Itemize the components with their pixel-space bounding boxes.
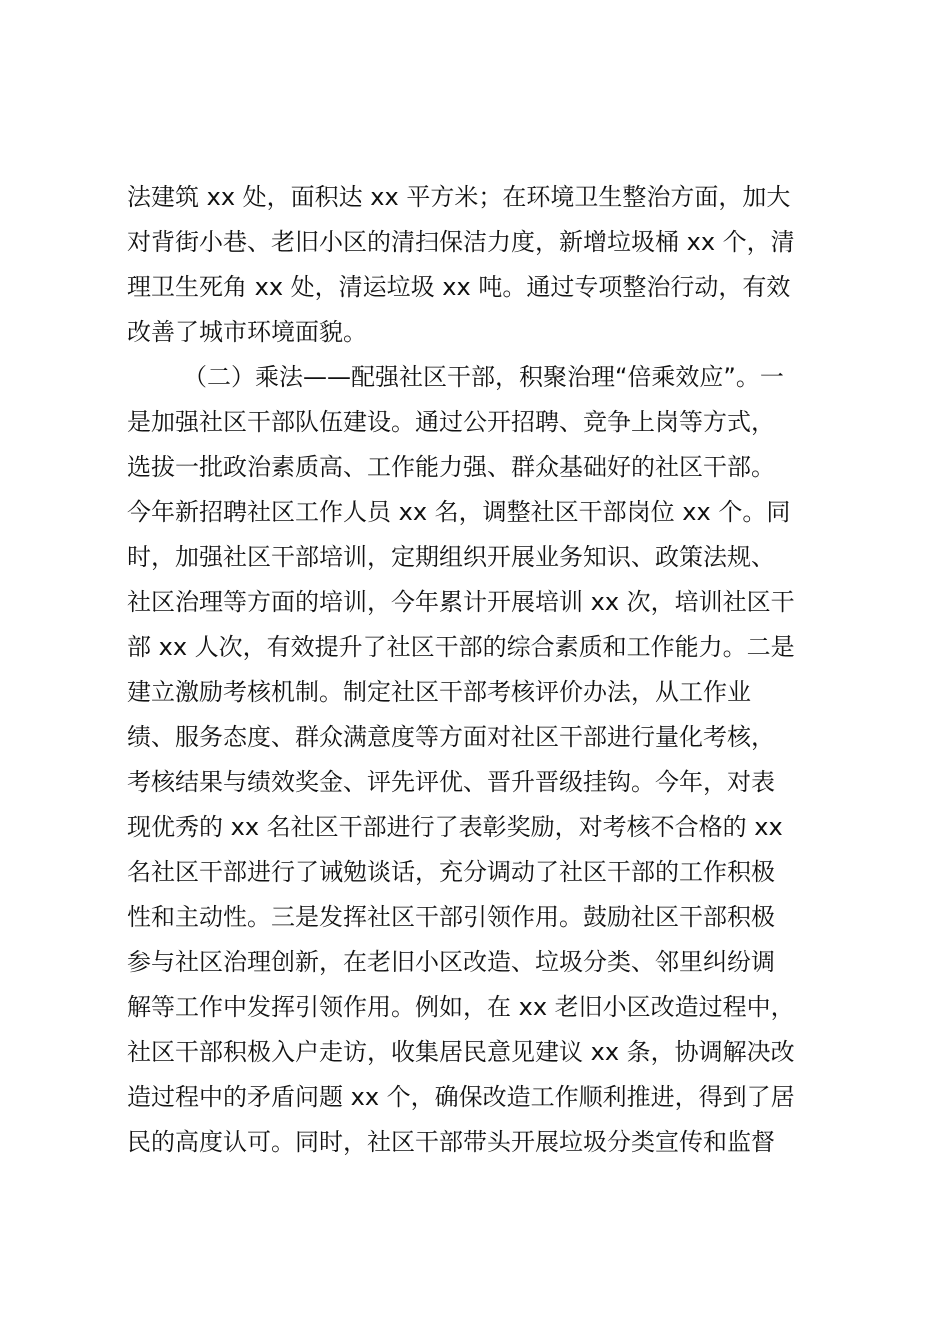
text-line: 参与社区治理创新，在老旧小区改造、垃圾分类、邻里纠纷调: [127, 948, 775, 976]
body-text: [127, 175, 837, 1165]
text-line: 建立激励考核机制。制定社区干部考核评价办法，从工作业: [127, 678, 751, 706]
text-line: 绩、服务态度、群众满意度等方面对社区干部进行量化考核，: [127, 723, 775, 751]
text-line: 理卫生死角 xx 处，清运垃圾 xx 吨。通过专项整治行动，有效: [127, 273, 791, 301]
text-line: 性和主动性。三是发挥社区干部引领作用。鼓励社区干部积极: [127, 903, 775, 931]
text-line: 改善了城市环境面貌。: [127, 318, 367, 346]
text-line: 法建筑 xx 处，面积达 xx 平方米；在环境卫生整治方面，加大: [127, 183, 791, 211]
text-line: 社区治理等方面的培训，今年累计开展培训 xx 次，培训社区干: [127, 588, 795, 616]
text-line: 是加强社区干部队伍建设。通过公开招聘、竞争上岗等方式，: [127, 408, 775, 436]
text-line: 选拔一批政治素质高、工作能力强、群众基础好的社区干部。: [127, 453, 775, 481]
text-line: 今年新招聘社区工作人员 xx 名，调整社区干部岗位 xx 个。同: [127, 498, 791, 526]
text-line: 解等工作中发挥引领作用。例如，在 xx 老旧小区改造过程中，: [127, 993, 795, 1021]
text-line: 时，加强社区干部培训，定期组织开展业务知识、政策法规、: [127, 543, 775, 571]
text-line: 造过程中的矛盾问题 xx 个，确保改造工作顺利推进，得到了居: [127, 1083, 795, 1111]
text-line: 现优秀的 xx 名社区干部进行了表彰奖励，对考核不合格的 xx: [127, 813, 783, 841]
text-line: 考核结果与绩效奖金、评先评优、晋升晋级挂钩。今年，对表: [127, 768, 775, 796]
text-line: 社区干部积极入户走访，收集居民意见建议 xx 条，协调解决改: [127, 1038, 795, 1066]
text-line: 民的高度认可。同时，社区干部带头开展垃圾分类宣传和监督: [127, 1128, 775, 1156]
text-line: 名社区干部进行了诫勉谈话，充分调动了社区干部的工作积极: [127, 858, 775, 886]
section-heading-line: （二）乘法——配强社区干部，积聚治理“倍乘效应”。一: [183, 363, 784, 391]
text-line: 对背街小巷、老旧小区的清扫保洁力度，新增垃圾桶 xx 个，清: [127, 228, 795, 256]
text-line: 部 xx 人次，有效提升了社区干部的综合素质和工作能力。二是: [127, 633, 795, 661]
